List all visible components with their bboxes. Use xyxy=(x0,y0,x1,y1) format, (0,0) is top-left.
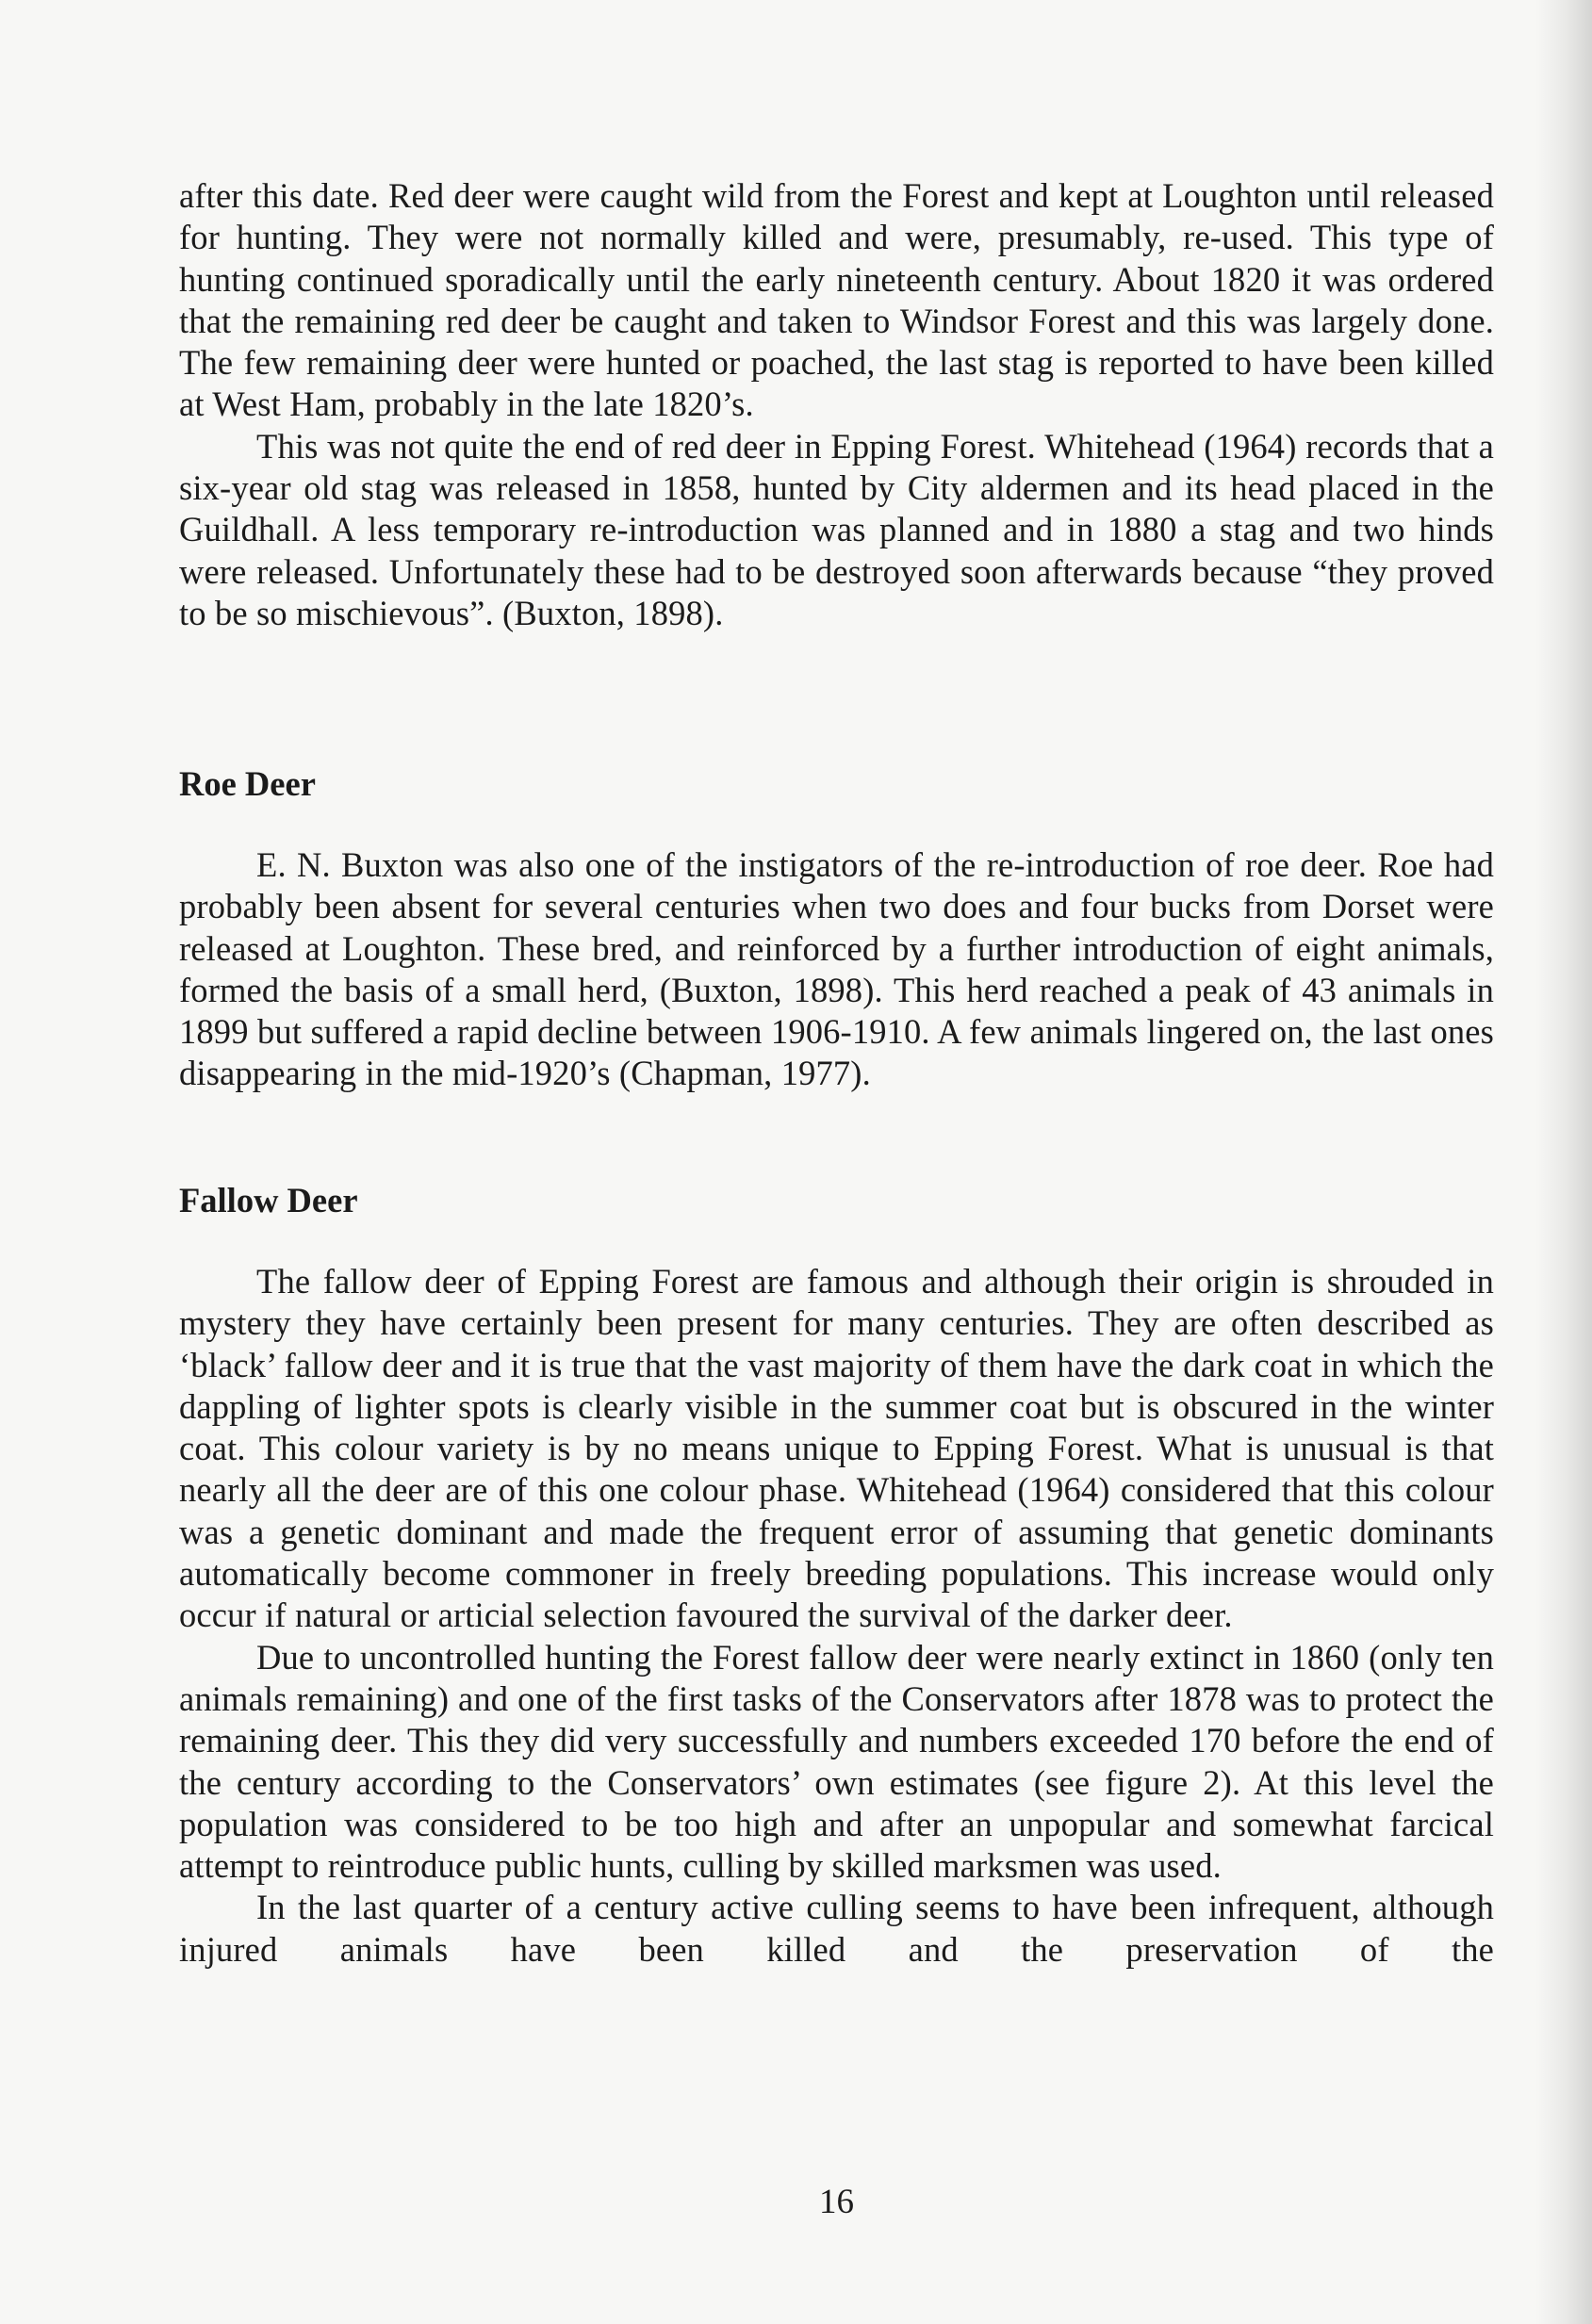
fallow-deer-heading: Fallow Deer xyxy=(179,1181,358,1219)
red-deer-continuation-paragraph: after this date. Red deer were caught wild from the Forest and kept at Loughton until released for hunting. They were not normally killed and were, presumably, re-used. This type of hunting continued sporadically until the early nineteenth century. About 1820 it was ordered that the remaining red deer be caught and taken to Windsor Forest and this was largely done. The few remaining deer were hunted or poached, the last stag is reported to have been killed at West Ham, probably in the late 1820’s. xyxy=(179,176,1494,424)
roe-deer-section xyxy=(179,844,1494,1095)
fallow-deer-paragraph-1: The fallow deer of Epping Forest are famous and although their origin is shrouded in mystery they have certainly been present for many centuries. They are often described as ‘black’ fallow deer and it is true that the vast majority of them have the dark coat in which the dappling of lighter spots is clearly visible in the summer coat but is obscured in the winter coat. This colour variety is by no means unique to Epping Forest. What is unusual is that nearly all the deer are of this one colour phase. Whitehead (1964) considered that this colour was a genetic dominant and made the frequent error of assuming that genetic dominants automatically become commoner in freely breeding populations. This increase would only occur if natural or articial selection favoured the survival of the darker deer. xyxy=(179,1262,1494,1635)
roe-deer-heading: Roe Deer xyxy=(179,764,316,803)
page-edge-shadow xyxy=(1535,0,1592,2324)
fallow-deer-paragraph-2: Due to uncontrolled hunting the Forest fallow deer were nearly extinct in 1860 (only ten animals remaining) and one of the first tasks of the Conservators after 1878 was to protect the remaining deer. This they did very successfully and numbers exceeded 170 before the end of the century according to the Conservators’ own estimates (see figure 2). At this level the population was considered to be too high and after an unpopular and somewhat farcical attempt to reintroduce public hunts, culling by skilled marksmen was used. xyxy=(179,1637,1494,1886)
fallow-deer-section xyxy=(179,1261,1494,1971)
fallow-deer-paragraph-3: In the last quarter of a century active culling seems to have been infrequent, although injured animals have been killed and the preservation of the xyxy=(179,1888,1494,1969)
red-deer-end-paragraph: This was not quite the end of red deer in Epping Forest. Whitehead (1964) records that a six-year old stag was released in 1858, hunted by City aldermen and its head placed in the Guildhall. A less temporary re-introduction was planned and in 1880 a stag and two hinds were released. Unfortunately these had to be destroyed soon afterwards because “they proved to be so mischievous”. (Buxton, 1898). xyxy=(179,426,1494,632)
page-number: 16 xyxy=(819,2183,854,2221)
red-deer-section xyxy=(179,175,1494,634)
roe-deer-paragraph: E. N. Buxton was also one of the instigators of the re-introduction of roe deer. Roe had probably been absent for several centuries when two does and four bucks from Dorset were released at Loughton. These bred, and reinforced by a further introduction of eight animals, formed the basis of a small herd, (Buxton, 1898). This herd reached a peak of 43 animals in 1899 but suffered a rapid decline between 1906-1910. A few animals lingered on, the last ones disappearing in the mid-1920’s (Chapman, 1977). xyxy=(179,845,1494,1093)
